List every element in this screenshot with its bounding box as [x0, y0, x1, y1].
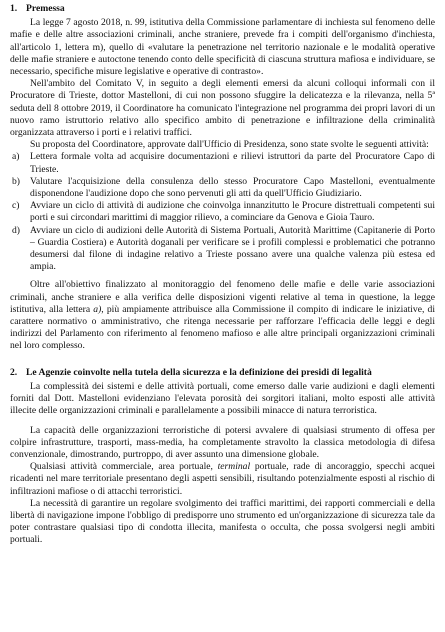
- section-1-paragraph-2: Nell'ambito del Comitato V, in seguito a degli elementi emersi da alcuni colloqui informali con il Procuratore di Trieste, dottor Mastelloni, di cui non possono sfuggire la delicatezza e la rilevanza, nella 5ª seduta dell 8 ottobre 2019, il Coordinatore ha comunicato l'integrazione nel programma dei propri lavori di un nuovo ramo istruttorio relativo allo specifico ambito di penetrazione e infiltrazione della criminalità organizzata attraverso i porti e i relativi traffici.: [10, 78, 435, 139]
- list-item-text: Avviare un ciclo di audizioni delle Autorità di Sistema Portuali, Autorità Marittime (Capitanerie di Porto – Guardia Costiera) e Autorità doganali per verificare se i profili complessi e problematici che potranno desumersi dal filone di indagine relativo a Trieste possano avere una qualche valenza più estesa ed ampia.: [30, 224, 435, 273]
- paragraph-text: Oltre all'obiettivo finalizzato al monitoraggio del fenomeno delle mafie e delle varie associazioni criminali, anche straniere e alla verifica delle disposizioni vigenti relative al tema in questione, la legge istitutiva, alla lettera: [10, 279, 435, 315]
- list-item-text: Avviare un ciclo di attività di audizione che coinvolga innanzitutto le Procure distrettuali competenti sui porti e sui circondari marittimi di maggior rilievo, a cominciare da Genova e Gioia Tauro.: [30, 200, 435, 224]
- section-1-title: Premessa: [26, 3, 65, 14]
- section-2-paragraph-3: [10, 461, 435, 498]
- section-1-heading: [10, 3, 435, 15]
- list-item: [10, 151, 435, 175]
- section-1-number: 1.: [10, 3, 18, 14]
- emphasis-text: a): [93, 303, 102, 315]
- section-1-paragraph-3: Su proposta del Coordinatore, approvate dall'Ufficio di Presidenza, sono state svolte le seguenti attività:: [30, 139, 429, 151]
- list-item-text: Lettera formale volta ad acquisire documentazioni e rilievi istruttori da parte del Procuratore Capo di Trieste.: [30, 151, 435, 175]
- list-item-label: b): [12, 175, 20, 187]
- list-item-label: d): [12, 224, 20, 236]
- section-2-paragraph-1: La complessità dei sistemi e delle attività portuali, come emerso dalle varie audizioni e dagli elementi forniti dal Dott. Mastelloni evidenziano l'elevata porosità dei sorgitori italiani, molto esposti alle attività illecite delle organizzazioni criminali e parallelamente a possibili minacce di natura terroristica.: [10, 380, 435, 417]
- paragraph-text: portuale, rade di ancoraggio, specchi acquei ricadenti nel mare territoriale presentano degli aspetti sensibili, risultando potenzialmente esposti al rischio di infiltrazioni mafiose o di attacchi terroristici.: [10, 461, 436, 497]
- list-item-label: c): [12, 200, 20, 212]
- list-item: [10, 176, 435, 200]
- list-item-label: a): [12, 151, 20, 163]
- activity-list: [10, 151, 435, 273]
- section-2-title: Le Agenzie coinvolte nella tutela della sicurezza e la definizione dei presidi di legalità: [26, 366, 372, 378]
- section-1-paragraph-1: La legge 7 agosto 2018, n. 99, istitutiva della Commissione parlamentare di inchiesta sul fenomeno delle mafie e delle altre associazioni criminali, anche straniere, prevede fra i compiti dell'organismo d'inchiesta, all'articolo 1, lettera m), quello di «valutare la penetrazione nel territorio nazionale e le modalità operative delle mafie straniere e autoctone tenendo conto delle specificità di ciascuna struttura mafiosa e individuare, se necessario, specifiche misure legislative e operative di contrasto».: [10, 17, 435, 78]
- spacer: [10, 353, 435, 367]
- list-item: [10, 200, 435, 224]
- paragraph-text: , più ampiamente attribuisce alla Commissione il compito di indicare le iniziative, di carattere normativo o amministrativo, che ritenga necessarie per rafforzare l'efficacia delle leggi e degli indirizzi del Parlamento con riferimento al fenomeno mafioso e alle altre principali organizzazioni criminali nel loro complesso.: [10, 303, 435, 352]
- section-2-paragraph-4: La necessità di garantire un regolare svolgimento dei traffici marittimi, dei rapporti commerciali e della libertà di navigazione impone l'obbligo di predisporre uno strumento ed un'organizzazione di sicurezza tale da poter contrastare qualsiasi tipo di condotta illecita, manifesta o occulta, che possa svolgersi negli ambiti portuali.: [10, 497, 435, 546]
- section-2-paragraph-2: La capacità delle organizzazioni terroristiche di potersi avvalere di qualsiasi strumento di offesa per colpire infrastrutture, trasporti, mass-media, ha completamente stravolto la classica metodologia di difesa convenzionale, dimostrando, purtroppo, di aver assunto una dimensione globale.: [10, 424, 435, 460]
- spacer: [10, 418, 435, 425]
- list-item: [10, 225, 435, 274]
- section-2-heading: [10, 367, 435, 379]
- section-2-number: 2.: [10, 366, 18, 378]
- list-item-text: Valutare l'acquisizione della consulenza dello stesso Procuratore Capo Mastelloni, eventualmente disponendone l'audizione dopo che sono pervenuti gli atti da quell'Ufficio Giudiziario.: [30, 175, 435, 200]
- section-1-paragraph-4: [10, 279, 435, 352]
- emphasis-text: terminal: [217, 461, 251, 473]
- paragraph-text: Qualsiasi attività commerciale, area portuale,: [30, 461, 218, 473]
